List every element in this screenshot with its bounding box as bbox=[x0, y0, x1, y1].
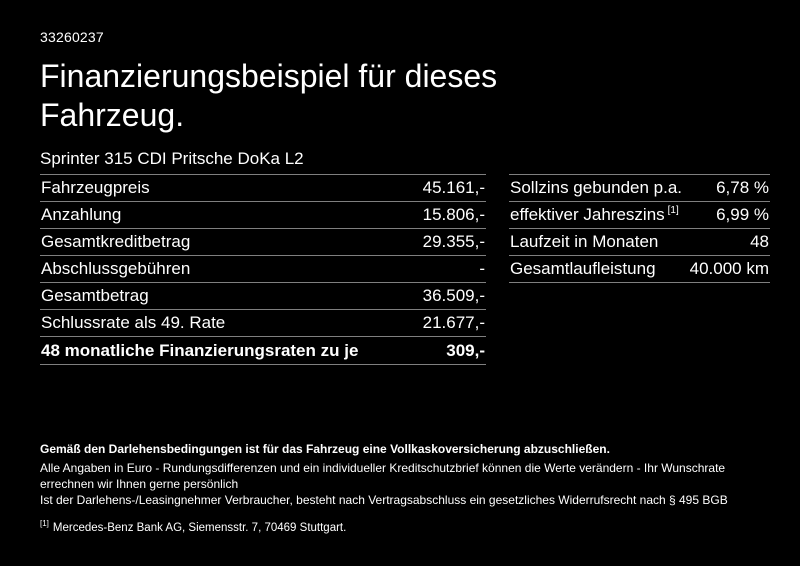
row-label: Anzahlung bbox=[41, 205, 122, 224]
table-row-sollzins bbox=[509, 175, 770, 202]
table-row-gesamtkreditbetrag bbox=[40, 229, 486, 256]
table-row-abschlussgebuehren bbox=[40, 256, 486, 283]
insurance-note: Gemäß den Darlehensbedingungen ist für das Fahrzeug eine Vollkaskoversicherung abzuschließen. bbox=[40, 442, 610, 456]
footnote-text: Mercedes-Benz Bank AG, Siemensstr. 7, 70469 Stuttgart. bbox=[52, 521, 347, 534]
table-row-laufzeit bbox=[509, 229, 770, 256]
row-value: - bbox=[479, 259, 485, 278]
financing-tables bbox=[40, 174, 770, 365]
row-label-text: effektiver Jahreszins bbox=[510, 205, 665, 224]
row-label: Fahrzeugpreis bbox=[41, 178, 150, 197]
reference-number: 33260237 bbox=[40, 29, 104, 45]
row-label: Gesamtbetrag bbox=[41, 286, 149, 305]
row-label: Abschlussgebühren bbox=[41, 259, 191, 278]
table-row-monatsrate bbox=[40, 337, 486, 365]
row-value: 6,78 % bbox=[716, 178, 769, 197]
row-value: 36.509,- bbox=[422, 286, 485, 305]
page-title: Finanzierungsbeispiel für dieses Fahrzeug. bbox=[40, 58, 498, 133]
row-value: 21.677,- bbox=[422, 313, 485, 332]
row-value: 6,99 % bbox=[716, 205, 769, 224]
table-row-effektiver-jahreszins bbox=[509, 202, 770, 229]
row-label: Laufzeit in Monaten bbox=[510, 232, 659, 251]
row-value: 309,- bbox=[446, 340, 485, 360]
row-value: 45.161,- bbox=[422, 178, 485, 197]
row-label: 48 monatliche Finanzierungsraten zu je bbox=[41, 340, 359, 360]
table-row-schlussrate bbox=[40, 310, 486, 337]
note-line-1: Alle Angaben in Euro - Rundungsdifferenzen und ein individueller Kreditschutzbrief können die Werte verändern - Ihr Wunschrate errechnen wir Ihnen gerne persönlich bbox=[40, 461, 726, 491]
row-value: 29.355,- bbox=[422, 232, 485, 251]
row-label bbox=[510, 205, 679, 225]
row-value: 15.806,- bbox=[422, 205, 485, 224]
row-value: 48 bbox=[750, 232, 769, 251]
row-value: 40.000 km bbox=[689, 259, 769, 278]
table-row-gesamtlaufleistung bbox=[509, 256, 770, 283]
table-row-gesamtbetrag bbox=[40, 283, 486, 310]
footer-notes bbox=[40, 441, 770, 536]
row-label: Schlussrate als 49. Rate bbox=[41, 313, 226, 332]
note-line-2: Ist der Darlehens-/Leasingnehmer Verbraucher, besteht nach Vertragsabschluss ein gesetzliches Widerrufsrecht nach § 495 BGB bbox=[40, 493, 728, 507]
footnote-ref-marker: [1] bbox=[667, 205, 679, 217]
footnote-marker: [1] bbox=[40, 519, 49, 528]
vehicle-model-label: Sprinter 315 CDI Pritsche DoKa L2 bbox=[40, 149, 304, 168]
row-label: Sollzins gebunden p.a. bbox=[510, 178, 683, 197]
table-row-anzahlung bbox=[40, 202, 486, 229]
row-label: Gesamtkreditbetrag bbox=[41, 232, 191, 251]
row-label: Gesamtlaufleistung bbox=[510, 259, 656, 278]
footnote-bank bbox=[40, 516, 770, 536]
conditions-table bbox=[509, 174, 770, 283]
financing-table bbox=[40, 174, 486, 365]
table-row-fahrzeugpreis bbox=[40, 175, 486, 202]
